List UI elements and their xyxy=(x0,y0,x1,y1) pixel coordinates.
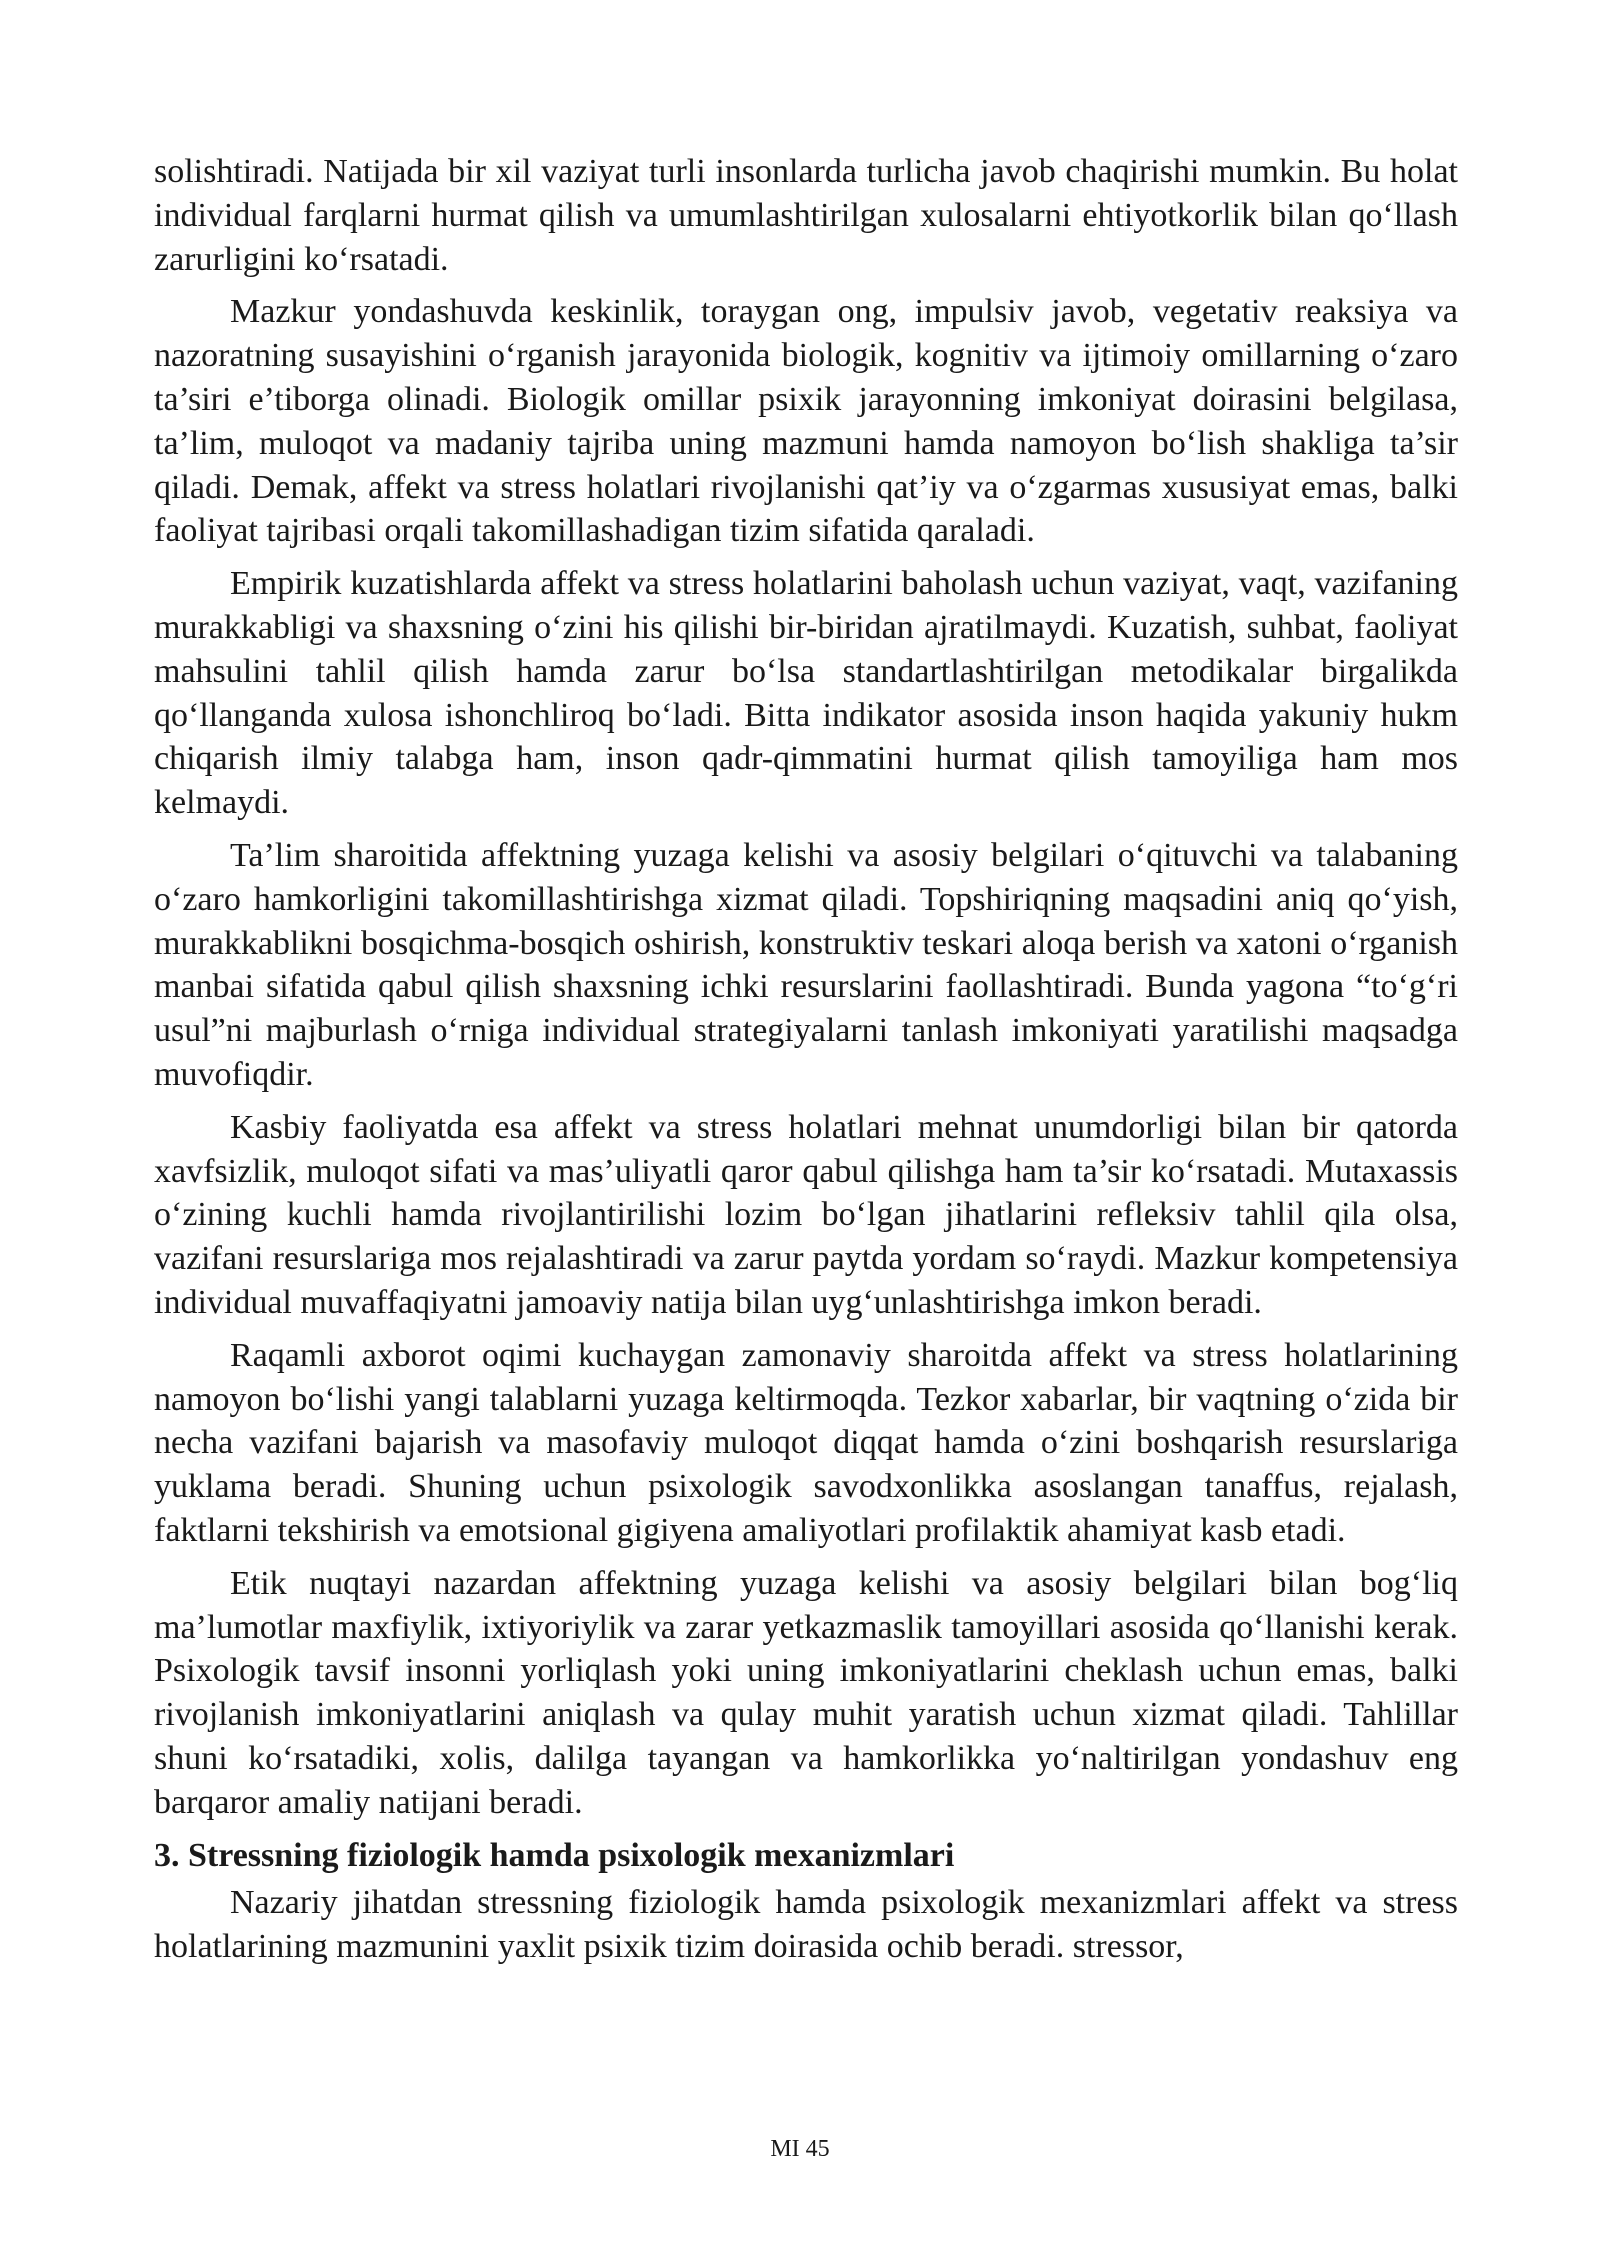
section-heading: 3. Stressning fiziologik hamda psixologik mexanizmlari xyxy=(154,1837,955,1875)
paragraph: Etik nuqtayi nazardan affektning yuzaga kelishi va asosiy belgilari bilan bog‘liq ma’lumotlar maxfiylik, ixtiyoriylik va zarar yetkazmaslik tamoyillari asosida qo‘llanishi kerak. Psixologik tavsif insonni yorliqlash yoki uning imkoniyatlarini cheklash uchun emas, balki rivojlanish imkoniyatlarini aniqlash va qulay muhit yaratish uchun xizmat qiladi. Tahlillar shuni ko‘rsatadiki, xolis, dalilga tayangan va hamkorlikka yo‘naltirilgan yondashuv eng barqaror amaliy natijani beradi. xyxy=(154,1564,1458,1821)
paragraph-continuation: solishtiradi. Natijada bir xil vaziyat turli insonlarda turlicha javob chaqirishi mumkin. Bu holat individual farqlarni hurmat qilish va umumlashtirilgan xulosalarni ehtiyotkorlik bilan qo‘llash zarurligini ko‘rsatadi. xyxy=(154,153,1458,278)
page-body xyxy=(154,150,1458,1978)
paragraph: Ta’lim sharoitida affektning yuzaga kelishi va asosiy belgilari o‘qituvchi va talabaning o‘zaro hamkorligini takomillashtirishga xizmat qiladi. Topshiriqning maqsadini aniq qo‘yish, murakkablikni bosqichma-bosqich oshirish, konstruktiv teskari aloqa berish va xatoni o‘rganish manbai sifatida qabul qilish shaxsning ichki resurslarini faollashtiradi. Bunda yagona “to‘g‘ri usul”ni majburlash o‘rniga individual strategiyalarni tanlash imkoniyati yaratilishi maqsadga muvofiqdir. xyxy=(154,836,1458,1093)
paragraph: Kasbiy faoliyatda esa affekt va stress holatlari mehnat unumdorligi bilan bir qatorda xavfsizlik, muloqot sifati va mas’uliyatli qaror qabul qilishga ham ta’sir ko‘rsatadi. Mutaxassis o‘zining kuchli hamda rivojlantirilishi lozim bo‘lgan jihatlarini refleksiv tahlil qila olsa, vazifani resurslariga mos rejalashtiradi va zarur paytda yordam so‘raydi. Mazkur kompetensiya individual muvaffaqiyatni jamoaviy natija bilan uyg‘unlashtirishga imkon beradi. xyxy=(154,1108,1458,1321)
paragraph: Empirik kuzatishlarda affekt va stress holatlarini baholash uchun vaziyat, vaqt, vazifaning murakkabligi va shaxsning o‘zini his qilishi bir-biridan ajratilmaydi. Kuzatish, suhbat, faoliyat mahsulini tahlil qilish hamda zarur bo‘lsa standartlashtirilgan metodikalar birgalikda qo‘llanganda xulosa ishonchliroq bo‘ladi. Bitta indikator asosida inson haqida yakuniy hukm chiqarish ilmiy talabga ham, inson qadr-qimmatini hurmat qilish tamoyiliga ham mos kelmaydi. xyxy=(154,565,1458,822)
paragraph: Nazariy jihatdan stressning fiziologik hamda psixologik mexanizmlari affekt va stress holatlarining mazmunini yaxlit psixik tizim doirasida ochib beradi. stressor, xyxy=(154,1884,1458,1966)
paragraph: Mazkur yondashuvda keskinlik, toraygan ong, impulsiv javob, vegetativ reaksiya va nazoratning susayishini o‘rganish jarayonida biologik, kognitiv va ijtimoiy omillarning o‘zaro ta’siri e’tiborga olinadi. Biologik omillar psixik jarayonning imkoniyat doirasini belgilasa, ta’lim, muloqot va madaniy tajriba uning mazmuni hamda namoyon bo‘lish shakliga ta’sir qiladi. Demak, affekt va stress holatlari rivojlanishi qat’iy va o‘zgarmas xususiyat emas, balki faoliyat tajribasi orqali takomillashadigan tizim sifatida qaraladi. xyxy=(154,293,1458,550)
page-number: MI 45 xyxy=(770,2136,830,2162)
paragraph: Raqamli axborot oqimi kuchaygan zamonaviy sharoitda affekt va stress holatlarining namoyon bo‘lishi yangi talablarni yuzaga keltirmoqda. Tezkor xabarlar, bir vaqtning o‘zida bir necha vazifani bajarish va masofaviy muloqot diqqat hamda o‘zini boshqarish resurslariga yuklama beradi. Shuning uchun psixologik savodxonlikka asoslangan tanaffus, rejalash, faktlarni tekshirish va emotsional gigiyena amaliyotlari profilaktik ahamiyat kasb etadi. xyxy=(154,1336,1458,1549)
